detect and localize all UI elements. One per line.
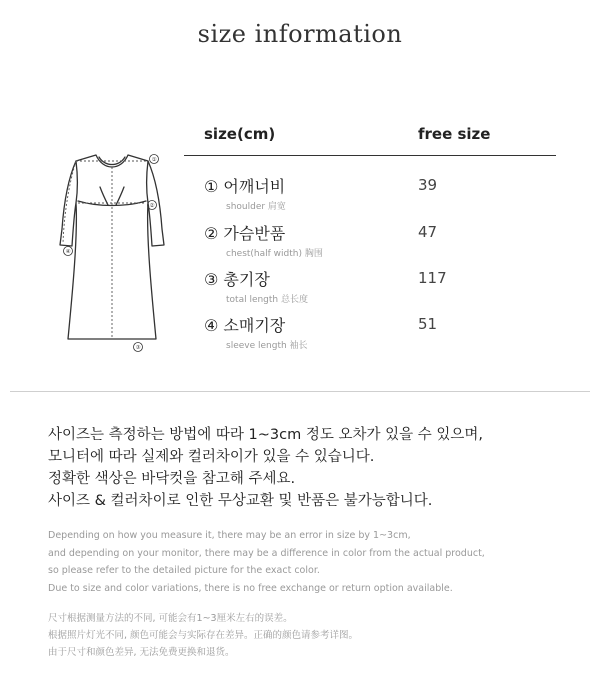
measure-sublabel: shoulder 肩宽 [226,202,286,212]
notice-line: 由于尺寸和颜色差异, 无法免费更换和退货。 [48,647,235,658]
notice-line: 사이즈는 측정하는 방법에 따라 1~3cm 정도 오차가 있을 수 있으며, [48,427,483,443]
marker-3: ③ [135,345,141,351]
marker-4: ④ [65,249,71,255]
notice-line: so please refer to the detailed picture for the exact color. [48,565,320,576]
measure-row-shoulder [204,174,286,212]
measure-sublabel: sleeve length 袖长 [226,341,308,351]
measure-sublabel: chest(half width) 胸围 [226,249,323,259]
notice-english [48,527,485,597]
marker-2: ② [149,203,155,209]
measure-value-shoulder: 39 [418,176,438,194]
notice-line: 根据照片灯光不同, 颜色可能会与实际存在差异。正确的颜色请参考详图。 [48,630,359,641]
notice-line: Due to size and color variations, there is no free exchange or return option available. [48,582,453,594]
measure-value-total-length: 117 [418,269,447,287]
notice-line: 尺寸根据测量方法的不同, 可能会有1~3厘米左右的误差。 [48,613,293,624]
free-size-header: free size [418,125,491,143]
table-rule [184,155,556,156]
notice-line: 사이즈 & 컬러차이로 인한 무상교환 및 반품은 불가능합니다. [48,493,433,509]
measure-label: ④ 소매기장 [204,316,286,335]
measure-label: ① 어깨너비 [204,177,286,196]
page-title: size information [197,20,403,48]
notice-line: 정확한 색상은 바닥컷을 참고해 주세요. [48,471,296,487]
notice-line: and depending on your monitor, there may be a difference in color from the actual product, [48,547,485,559]
measure-value-chest: 47 [418,223,438,241]
measure-row-chest [204,221,323,259]
notice-korean [48,424,483,512]
measure-value-sleeve: 51 [418,315,438,333]
size-header: size(cm) [204,125,276,143]
section-divider [10,391,590,392]
measure-label: ② 가슴반품 [204,224,286,243]
notice-chinese [48,610,358,661]
measure-row-sleeve [204,313,308,351]
notice-line: 모니터에 따라 실제와 컬러차이가 있을 수 있습니다. [48,449,375,465]
marker-1: ① [151,157,157,163]
measure-sublabel: total length 总长度 [226,295,308,305]
measure-label: ③ 총기장 [204,270,270,289]
dress-diagram [48,147,176,357]
notice-line: Depending on how you measure it, there may be an error in size by 1~3cm, [48,530,411,541]
measure-row-total-length [204,267,308,305]
